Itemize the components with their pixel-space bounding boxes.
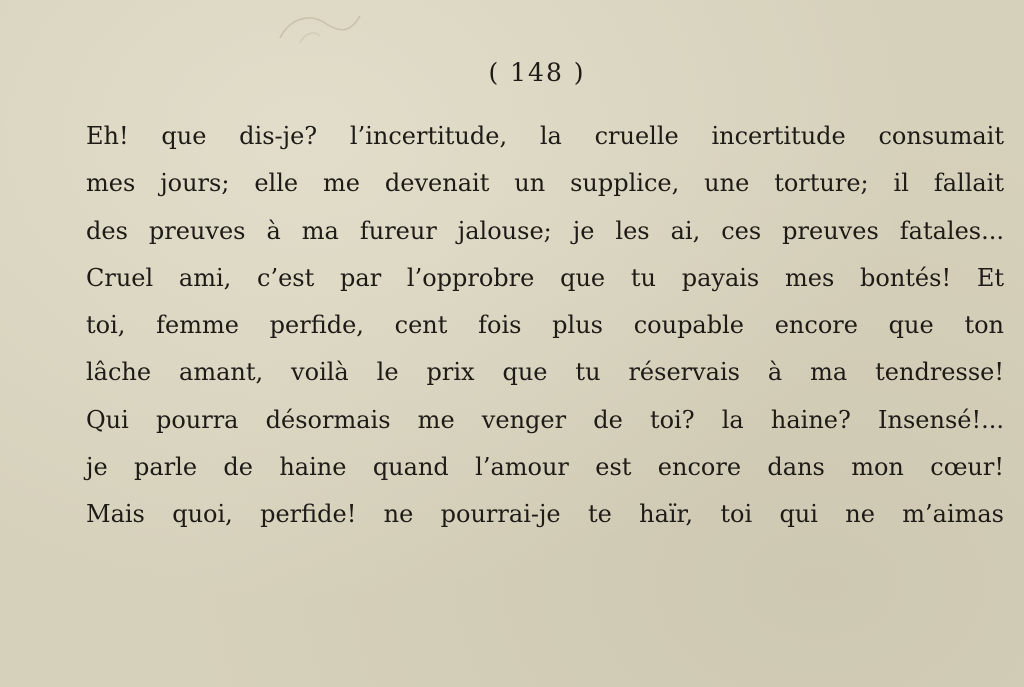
text-line: Qui pourra désormais me venger de toi? la haine? Insensé!... bbox=[86, 405, 1004, 434]
text-line: mes jours; elle me devenait un supplice, une torture; il fallait bbox=[86, 169, 1004, 198]
body-text bbox=[86, 113, 1004, 539]
page-number: ( 148 ) bbox=[488, 58, 586, 87]
text-line: Mais quoi, perfide! ne pourrai-je te haïr, toi qui ne m’aimas bbox=[86, 500, 1004, 529]
text-line: des preuves à ma fureur jalouse; je les ai, ces preuves fatales... bbox=[86, 216, 1004, 245]
text-line: Eh! que dis-je? l’incertitude, la cruelle incertitude consumait bbox=[86, 122, 1004, 150]
text-line: toi, femme perfide, cent fois plus coupable encore que ton bbox=[86, 311, 1004, 340]
text-line: lâche amant, voilà le prix que tu réservais à ma tendresse! bbox=[86, 358, 1004, 387]
text-line: je parle de haine quand l’amour est encore dans mon cœur! bbox=[86, 453, 1004, 482]
text-line: Cruel ami, c’est par l’opprobre que tu payais mes bontés! Et bbox=[86, 263, 1004, 292]
ink-smudge-mark bbox=[270, 8, 370, 48]
